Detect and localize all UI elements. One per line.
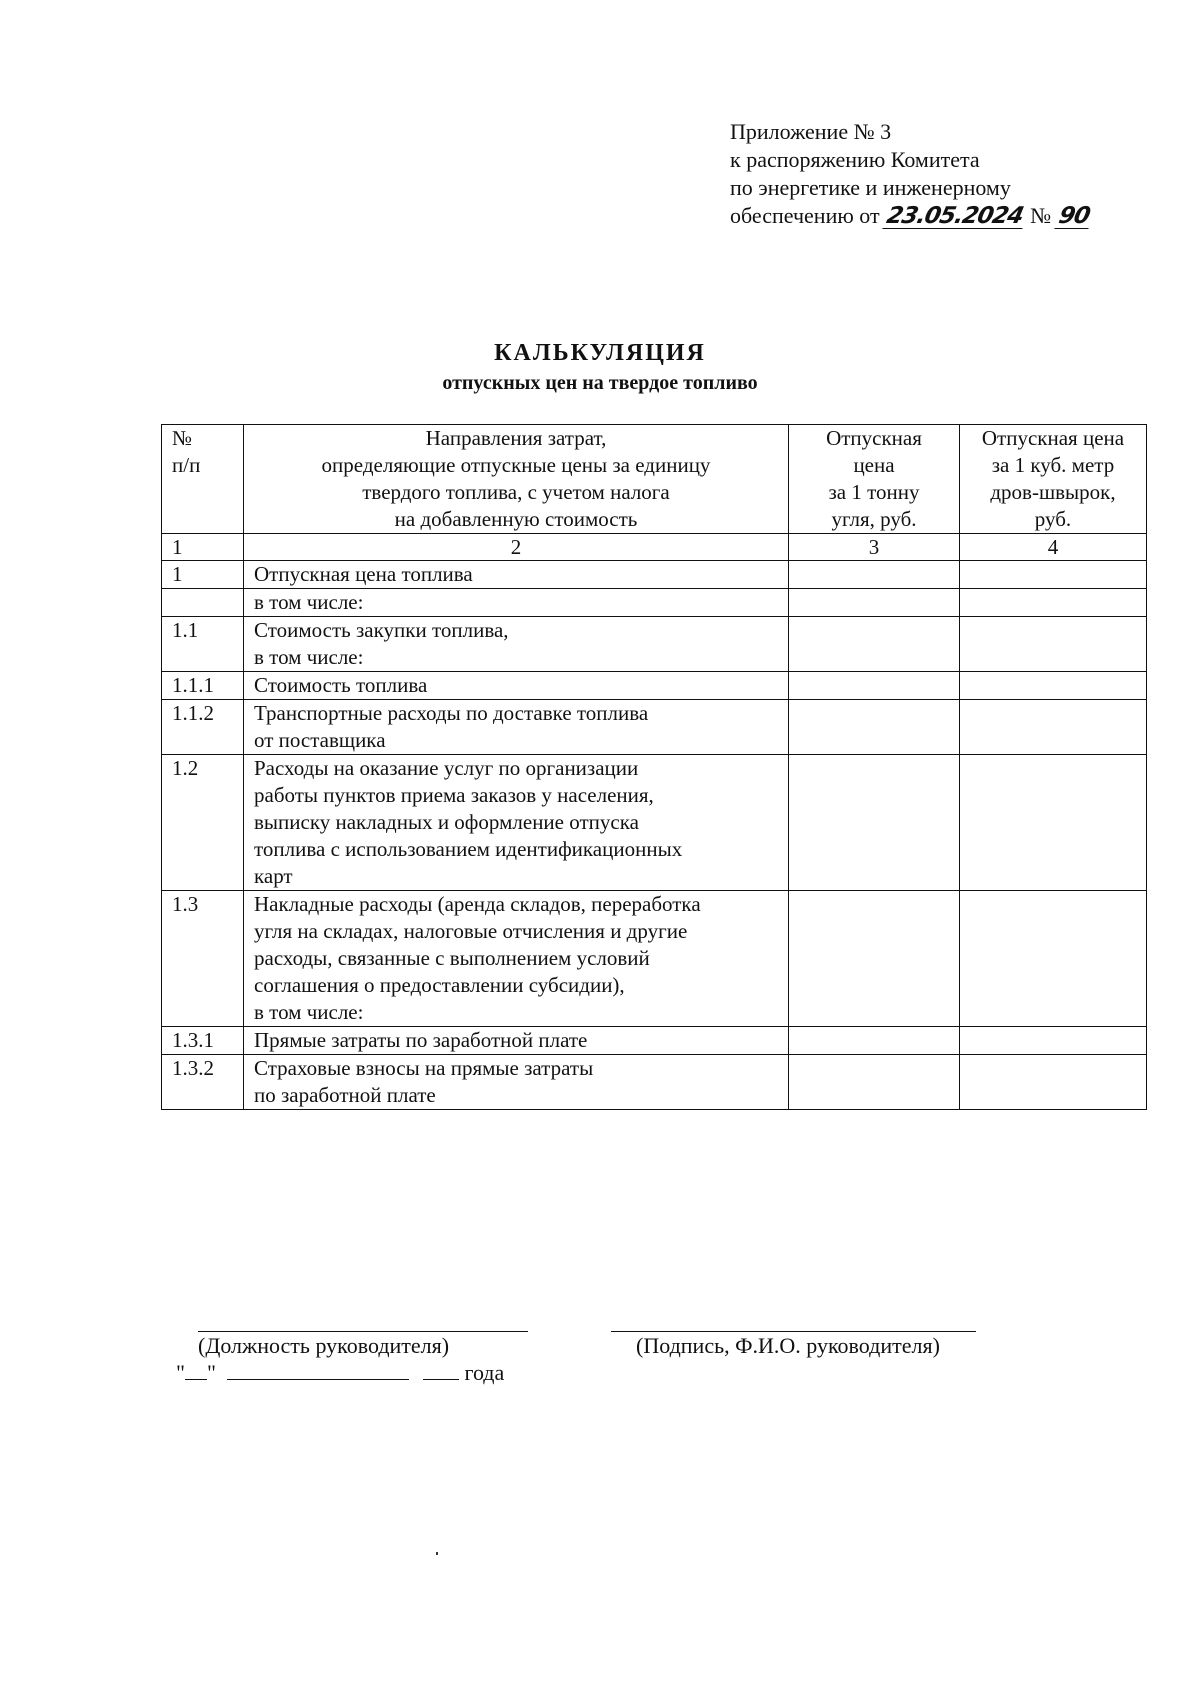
coal-price-cell	[789, 617, 960, 672]
coal-price-cell	[789, 1055, 960, 1110]
column-number-3: 3	[789, 534, 960, 561]
calculation-table	[161, 424, 1147, 1110]
row-number: 1.1.2	[162, 700, 244, 755]
column-number-4: 4	[960, 534, 1147, 561]
coal-price-cell	[789, 1027, 960, 1055]
table-row	[162, 700, 1147, 755]
firewood-price-cell	[960, 1027, 1147, 1055]
document-title: КАЛЬКУЛЯЦИЯ	[494, 340, 706, 366]
month-blank	[227, 1359, 409, 1380]
coal-price-cell	[789, 755, 960, 891]
firewood-price-cell	[960, 1055, 1147, 1110]
handwritten-date: 23.05.2024	[884, 203, 1026, 229]
appendix-line-1: Приложение № 3	[730, 119, 892, 144]
appendix-line-4	[730, 202, 1150, 230]
firewood-price-cell	[960, 891, 1147, 1027]
header-cost-directions: Направления затрат, определяющие отпускные цены за единицу твердого топлива, с учетом налога на добавленную стоимость	[244, 425, 789, 534]
column-number-2: 2	[244, 534, 789, 561]
firewood-price-cell	[960, 755, 1147, 891]
year-blank	[423, 1359, 459, 1380]
table-header-row	[162, 425, 1147, 534]
appendix-line-3: по энергетике и инженерному	[730, 175, 1011, 200]
row-description: Отпускная цена топлива	[244, 561, 789, 589]
row-description: Накладные расходы (аренда складов, переработка угля на складах, налоговые отчисления и другие расходы, связанные с выполнением условий соглашения о предоставлении субсидии), в том числе:	[244, 891, 789, 1027]
date-fill-row	[176, 1359, 504, 1387]
year-label: года	[464, 1360, 505, 1385]
appendix-date-prefix: обеспечению от	[730, 203, 880, 228]
document-subtitle: отпускных цен на твердое топливо	[442, 372, 758, 394]
coal-price-cell	[789, 589, 960, 617]
row-description: Страховые взносы на прямые затраты по заработной плате	[244, 1055, 789, 1110]
table-row	[162, 891, 1147, 1027]
handwritten-number: 90	[1055, 203, 1092, 229]
row-number: 1.3	[162, 891, 244, 1027]
coal-price-cell	[789, 700, 960, 755]
table-row	[162, 755, 1147, 891]
date-quote-close: "	[206, 1360, 216, 1385]
table-row	[162, 1027, 1147, 1055]
row-description: Стоимость закупки топлива, в том числе:	[244, 617, 789, 672]
column-numbers-row	[162, 534, 1147, 561]
table-row	[162, 589, 1147, 617]
row-description: в том числе:	[244, 589, 789, 617]
appendix-line-2: к распоряжению Комитета	[730, 147, 980, 172]
header-firewood-price: Отпускная цена за 1 куб. метр дров-швырок, руб.	[960, 425, 1147, 534]
row-description: Транспортные расходы по доставке топлива от поставщика	[244, 700, 789, 755]
row-number: 1.3.1	[162, 1027, 244, 1055]
row-description: Расходы на оказание услуг по организации работы пунктов приема заказов у населения, выписку накладных и оформление отпуска топлива с использованием идентификационных карт	[244, 755, 789, 891]
column-number-1: 1	[162, 534, 244, 561]
row-number: 1.1	[162, 617, 244, 672]
table-row	[162, 617, 1147, 672]
header-coal-price: Отпускная цена за 1 тонну угля, руб.	[789, 425, 960, 534]
number-sign: №	[1030, 203, 1052, 228]
position-label: (Должность руководителя)	[198, 1333, 450, 1358]
appendix-block	[730, 118, 1150, 230]
day-blank	[185, 1359, 207, 1380]
firewood-price-cell	[960, 589, 1147, 617]
firewood-price-cell	[960, 561, 1147, 589]
coal-price-cell	[789, 561, 960, 589]
scan-speck	[436, 1552, 438, 1555]
table-row	[162, 561, 1147, 589]
row-number: 1.1.1	[162, 672, 244, 700]
table-row	[162, 672, 1147, 700]
row-description: Прямые затраты по заработной плате	[244, 1027, 789, 1055]
firewood-price-cell	[960, 672, 1147, 700]
firewood-price-cell	[960, 617, 1147, 672]
row-number: 1	[162, 561, 244, 589]
row-number: 1.3.2	[162, 1055, 244, 1110]
row-description: Стоимость топлива	[244, 672, 789, 700]
row-number: 1.2	[162, 755, 244, 891]
date-quote-open: "	[176, 1360, 185, 1385]
coal-price-cell	[789, 891, 960, 1027]
table-row	[162, 1055, 1147, 1110]
header-number: № п/п	[162, 425, 244, 534]
row-number	[162, 589, 244, 617]
coal-price-cell	[789, 672, 960, 700]
firewood-price-cell	[960, 700, 1147, 755]
signature-label: (Подпись, Ф.И.О. руководителя)	[636, 1333, 940, 1358]
